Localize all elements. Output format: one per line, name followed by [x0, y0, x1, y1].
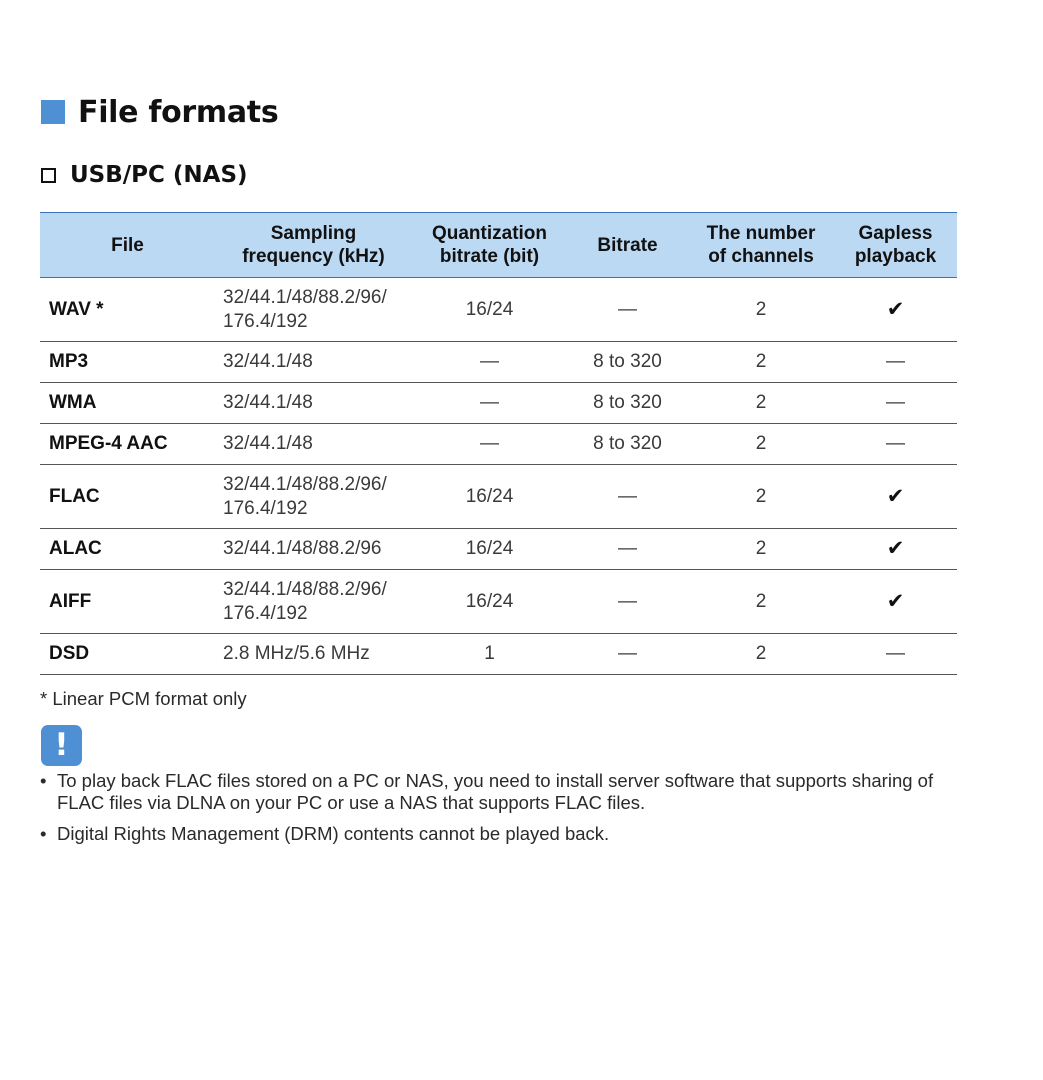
- cell-bitrate: [567, 278, 688, 342]
- cell-text: WAV *: [49, 298, 104, 320]
- cell-quantization: [412, 570, 567, 634]
- cell-text: 32/44.1/48: [223, 433, 313, 454]
- header-bitrate: Bitrate: [567, 213, 688, 278]
- cell-text: 2.8 MHz/5.6 MHz: [223, 643, 370, 664]
- cell-text: MP3: [49, 351, 89, 372]
- cell-text: 2: [755, 351, 767, 372]
- check-mark-icon: ✔: [886, 536, 905, 560]
- cell-quantization: [412, 342, 567, 383]
- cell-sampling-frequency: [215, 424, 412, 465]
- cell-sampling-frequency: [215, 634, 412, 675]
- cell-bitrate: [567, 634, 688, 675]
- table-header-row: [40, 213, 957, 278]
- table-row: [40, 529, 957, 570]
- section-square-icon: [41, 100, 65, 124]
- not-supported-dash: —: [618, 298, 637, 320]
- cell-text: 2: [755, 590, 767, 612]
- header-file: File: [40, 213, 215, 278]
- checkbox-icon: [41, 168, 56, 183]
- table-row: [40, 342, 957, 383]
- subsection-title-text: USB/PC (NAS): [70, 162, 248, 188]
- cell-gapless: [834, 465, 957, 529]
- cell-quantization: [412, 278, 567, 342]
- cell-text: 2: [755, 433, 767, 454]
- cell-bitrate: [567, 529, 688, 570]
- cell-gapless: [834, 278, 957, 342]
- cell-text: 32/44.1/48: [223, 392, 313, 413]
- not-supported-dash: —: [480, 392, 499, 413]
- cell-text: 8 to 320: [593, 351, 662, 372]
- cell-text: 16/24: [465, 590, 514, 612]
- cell-text: 8 to 320: [593, 433, 662, 454]
- cell-text: 16/24: [465, 538, 514, 559]
- notes-list: [40, 770, 960, 854]
- cell-text: FLAC: [49, 485, 100, 507]
- header-sampling-frequency: Sampling frequency (kHz): [215, 213, 412, 278]
- cell-sampling-frequency: [215, 383, 412, 424]
- cell-sampling-frequency: [215, 278, 412, 342]
- cell-channels: [688, 278, 834, 342]
- cell-text: 32/44.1/48/88.2/96/ 176.4/192: [223, 473, 387, 519]
- not-supported-dash: —: [886, 392, 905, 413]
- cell-text: 2: [755, 538, 767, 559]
- cell-gapless: [834, 529, 957, 570]
- cell-text: 2: [755, 392, 767, 413]
- cell-text: 2: [755, 298, 767, 320]
- cell-text: MPEG-4 AAC: [49, 433, 168, 454]
- cell-text: 32/44.1/48/88.2/96/ 176.4/192: [223, 578, 387, 624]
- cell-text: 32/44.1/48: [223, 351, 313, 372]
- cell-file: [40, 465, 215, 529]
- cell-quantization: [412, 383, 567, 424]
- exclamation-icon: !: [41, 725, 82, 766]
- table-row: [40, 383, 957, 424]
- table-body: [40, 278, 957, 675]
- header-channels: The number of channels: [688, 213, 834, 278]
- cell-file: [40, 634, 215, 675]
- cell-text: 16/24: [465, 485, 514, 507]
- not-supported-dash: —: [618, 485, 637, 507]
- not-supported-dash: —: [886, 643, 905, 664]
- footnote: * Linear PCM format only: [40, 688, 247, 709]
- cell-sampling-frequency: [215, 529, 412, 570]
- file-formats-table: [40, 212, 957, 675]
- cell-text: 2: [755, 485, 767, 507]
- cell-channels: [688, 424, 834, 465]
- cell-file: [40, 278, 215, 342]
- cell-text: DSD: [49, 643, 90, 664]
- cell-quantization: [412, 424, 567, 465]
- header-quantization-bitrate: Quantization bitrate (bit): [412, 213, 567, 278]
- cell-file: [40, 342, 215, 383]
- cell-text: 32/44.1/48/88.2/96: [223, 538, 382, 559]
- cell-channels: [688, 634, 834, 675]
- list-item: [40, 770, 960, 814]
- not-supported-dash: —: [618, 538, 637, 559]
- cell-text: 2: [755, 643, 767, 664]
- cell-text: 8 to 320: [593, 392, 662, 413]
- cell-text: ALAC: [49, 538, 102, 559]
- cell-text: WMA: [49, 392, 97, 413]
- cell-bitrate: [567, 342, 688, 383]
- table-row: [40, 465, 957, 529]
- header-gapless-playback: Gapless playback: [834, 213, 957, 278]
- not-supported-dash: —: [886, 351, 905, 372]
- cell-text: 1: [484, 643, 495, 664]
- cell-channels: [688, 383, 834, 424]
- cell-text: 16/24: [465, 298, 514, 320]
- cell-channels: [688, 342, 834, 383]
- note-text: To play back FLAC files stored on a PC or NAS, you need to install server software that supports sharing of FLAC files via DLNA on your PC or use a NAS that supports FLAC files.: [57, 770, 934, 813]
- subsection-title: [41, 158, 248, 192]
- cell-file: [40, 529, 215, 570]
- not-supported-dash: —: [886, 433, 905, 454]
- cell-text: 32/44.1/48/88.2/96/ 176.4/192: [223, 286, 387, 332]
- bullet-icon: •: [40, 770, 47, 791]
- cell-file: [40, 424, 215, 465]
- cell-bitrate: [567, 570, 688, 634]
- cell-quantization: [412, 634, 567, 675]
- cell-gapless: [834, 634, 957, 675]
- table-row: [40, 278, 957, 342]
- cell-file: [40, 383, 215, 424]
- not-supported-dash: —: [618, 590, 637, 612]
- not-supported-dash: —: [480, 433, 499, 454]
- cell-sampling-frequency: [215, 342, 412, 383]
- cell-channels: [688, 570, 834, 634]
- cell-gapless: [834, 570, 957, 634]
- table-row: [40, 634, 957, 675]
- not-supported-dash: —: [618, 643, 637, 664]
- cell-channels: [688, 465, 834, 529]
- section-title-text: File formats: [78, 94, 279, 130]
- cell-sampling-frequency: [215, 570, 412, 634]
- cell-gapless: [834, 424, 957, 465]
- not-supported-dash: —: [480, 351, 499, 372]
- cell-bitrate: [567, 424, 688, 465]
- cell-sampling-frequency: [215, 465, 412, 529]
- cell-bitrate: [567, 465, 688, 529]
- check-mark-icon: ✔: [886, 483, 905, 508]
- cell-quantization: [412, 529, 567, 570]
- table-row: [40, 424, 957, 465]
- check-mark-icon: ✔: [886, 588, 905, 613]
- cell-text: AIFF: [49, 590, 92, 612]
- cell-gapless: [834, 342, 957, 383]
- list-item: [40, 823, 960, 845]
- note-text: Digital Rights Management (DRM) contents cannot be played back.: [57, 823, 610, 844]
- check-mark-icon: ✔: [886, 296, 905, 321]
- cell-gapless: [834, 383, 957, 424]
- cell-channels: [688, 529, 834, 570]
- table-row: [40, 570, 957, 634]
- section-title: [41, 92, 278, 132]
- bullet-icon: •: [40, 823, 47, 844]
- cell-bitrate: [567, 383, 688, 424]
- cell-quantization: [412, 465, 567, 529]
- cell-file: [40, 570, 215, 634]
